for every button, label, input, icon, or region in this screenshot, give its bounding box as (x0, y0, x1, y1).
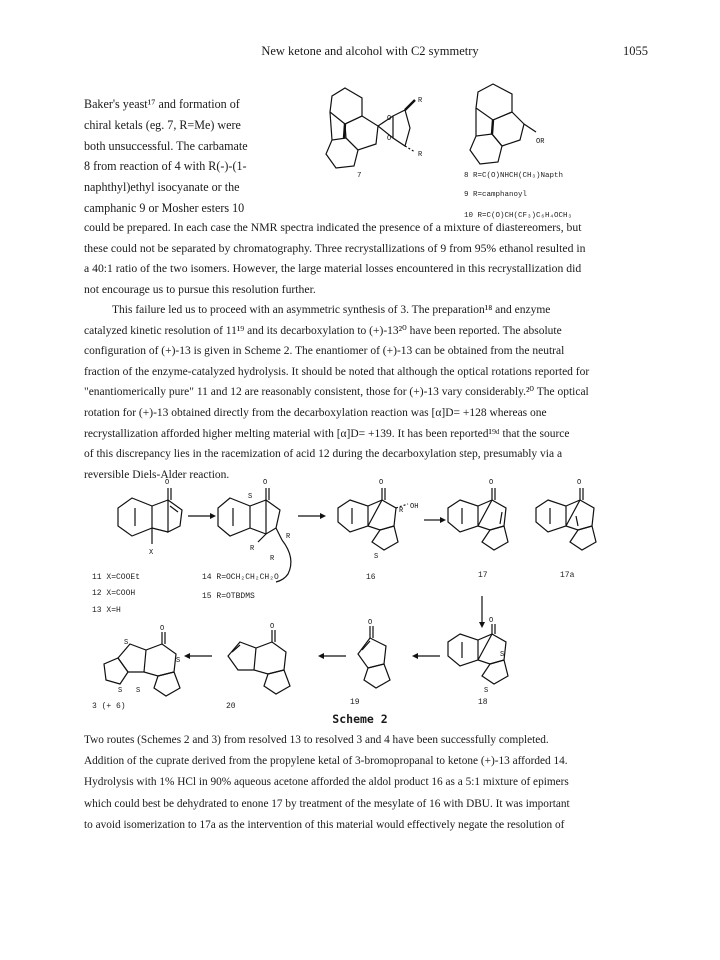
structure-17 (448, 479, 508, 550)
atom-s: S (484, 687, 489, 695)
atom-s: S (500, 651, 505, 659)
atom-o: O (270, 623, 275, 631)
text-line: rotation for (+)-13 obtained directly from the decarboxylation reaction was [α]D= +128 whereas one (84, 406, 547, 419)
text-line: chiral ketals (eg. 7, R=Me) were (84, 117, 241, 132)
text-line: Hydrolysis with 1% HCl in 90% aqueous acetone afforded the aldol product 16 as a 5:1 mixture of epimers (84, 776, 569, 789)
page-number: 1055 (623, 44, 648, 58)
text-line: of this discrepancy lies in the racemization of acid 12 during the decarboxylation step, presumably via a (84, 448, 563, 461)
arrow-head (210, 513, 216, 519)
text-line: not encourage us to pursue this resolution further. (84, 282, 316, 296)
label-10: 10 R=C(O)CH(CF₃)C₆H₄OCH₃ (464, 212, 573, 220)
text-line: these could not be separated by chromatography. Three recrystallizations of 9 from 95% ethanol resulted in (84, 241, 586, 255)
text-line: to avoid isomerization to 17a as the intervention of this material would effectively negate the resolution of (84, 818, 565, 831)
structure-3 (104, 625, 180, 696)
structure-11-13 (118, 479, 182, 557)
label-18: 18 (478, 698, 488, 707)
label-19: 19 (350, 698, 360, 707)
atom-o: O (165, 479, 170, 487)
structure-20 (228, 623, 290, 694)
atom-oh: OH (410, 503, 419, 511)
text-line: fraction of the enzyme-catalyzed hydrolysis. It should be noted that although the optical rotations reported for (84, 365, 590, 378)
text-line: which could best be dehydrated to enone 17 by treatment of the mesylate of 16 with DBU. It was important (84, 797, 570, 810)
paragraph-1 (84, 218, 642, 300)
arrow-head (318, 653, 324, 659)
text-line: Baker's yeast¹⁷ and formation of (84, 97, 240, 111)
label-15: 15 R=OTBDMS (202, 592, 255, 601)
text-line: configuration of (+)-13 is given in Scheme 2. The enantiomer of (+)-13 can be obtained from the neutral (84, 345, 565, 358)
text-line: Two routes (Schemes 2 and 3) from resolved 13 to resolved 3 and 4 have been successfully completed. (84, 734, 549, 746)
label-9: 9 R=camphanoyl (464, 191, 528, 199)
or-group: OR (536, 138, 545, 146)
atom-o: O (387, 135, 392, 143)
label-13: 13 X=H (92, 606, 121, 615)
atom-r: R (418, 97, 423, 105)
structure-7 (326, 88, 423, 168)
atom-o: O (577, 479, 582, 487)
atom-r: R (250, 545, 255, 553)
text-line: camphanic 9 or Mosher esters 10 (84, 200, 245, 215)
text-line: recrystallization afforded higher melting material with [α]D= +139. It has been reported¹⁹ᵈ that the source (84, 427, 570, 440)
atom-o: O (263, 479, 268, 487)
arrow-head (440, 517, 446, 523)
atom-r: R (418, 151, 423, 159)
text-line: could be prepared. In each case the NMR spectra indicated the presence of a mixture of diastereomers, but (84, 221, 582, 234)
text-line: 8 from reaction of 4 with R(-)-(1- (84, 159, 247, 174)
atom-r: R (270, 555, 275, 563)
structure-14-15 (218, 479, 291, 582)
arrow-head (320, 513, 326, 519)
label-3: 3 (+ 6) (92, 702, 126, 711)
structure-17a (536, 479, 596, 550)
text-line: catalyzed kinetic resolution of 11¹⁹ and its decarboxylation to (+)-13²⁰ have been reported. The absolute (84, 324, 562, 337)
text-line: This failure led us to proceed with an asymmetric synthesis of 3. The preparation¹⁸ and enzyme (112, 304, 551, 316)
text-line: naphthyl)ethyl isocyanate or the (84, 180, 240, 195)
label-7: 7 (357, 172, 362, 180)
atom-o: O (489, 479, 494, 487)
arrow-head (412, 653, 418, 659)
atom-o: O (489, 617, 494, 625)
atom-s: S (124, 639, 129, 647)
atom-s: S (176, 657, 181, 665)
text-line: "enantiomerically pure" 11 and 12 are reasonably consistent, those for (+)-13 vary considerably.²⁰ The optical (84, 386, 589, 399)
structure-8-10 (470, 84, 545, 164)
running-title: New ketone and alcohol with C2 symmetry (261, 44, 479, 58)
label-16: 16 (366, 573, 376, 582)
arrow-head (184, 653, 190, 659)
atom-s: S (248, 493, 253, 501)
label-17: 17 (478, 571, 488, 580)
atom-s: S (374, 553, 379, 561)
atom-x: X (149, 549, 154, 557)
structure-16 (338, 479, 418, 561)
label-8: 8 R=C(O)NHCH(CH₃)Napth (464, 172, 564, 180)
atom-o: O (160, 625, 165, 633)
atom-r: R (399, 507, 404, 515)
arrow-head (479, 622, 485, 628)
atom-o: O (368, 619, 373, 627)
text-line: reversible Diels-Alder reaction. (84, 468, 230, 481)
atom-s: S (136, 687, 141, 695)
text-line: a 40:1 ratio of the two isomers. However, the large material losses encountered in this recrystallization did (84, 262, 582, 276)
label-12: 12 X=COOH (92, 589, 136, 598)
structure-18 (448, 617, 508, 695)
atom-s: S (118, 687, 123, 695)
paragraph-3 (84, 730, 642, 836)
paragraph-2 (84, 300, 642, 485)
atom-r: R (286, 533, 291, 541)
atom-o: O (387, 115, 392, 123)
structure-19 (358, 619, 390, 688)
text-line: both unsuccessful. The carbamate (84, 138, 248, 153)
label-11: 11 X=COOEt (92, 573, 141, 582)
atom-o: O (379, 479, 384, 487)
text-line: Addition of the cuprate derived from the propylene ketal of 3-bromopropanal to ketone (+)-13 afforded 14. (84, 755, 568, 768)
scheme-caption: Scheme 2 (332, 712, 388, 726)
label-17a: 17a (560, 571, 575, 580)
label-14: 14 R=OCH₂CH₂CH₂O (202, 573, 279, 582)
label-20: 20 (226, 702, 236, 711)
